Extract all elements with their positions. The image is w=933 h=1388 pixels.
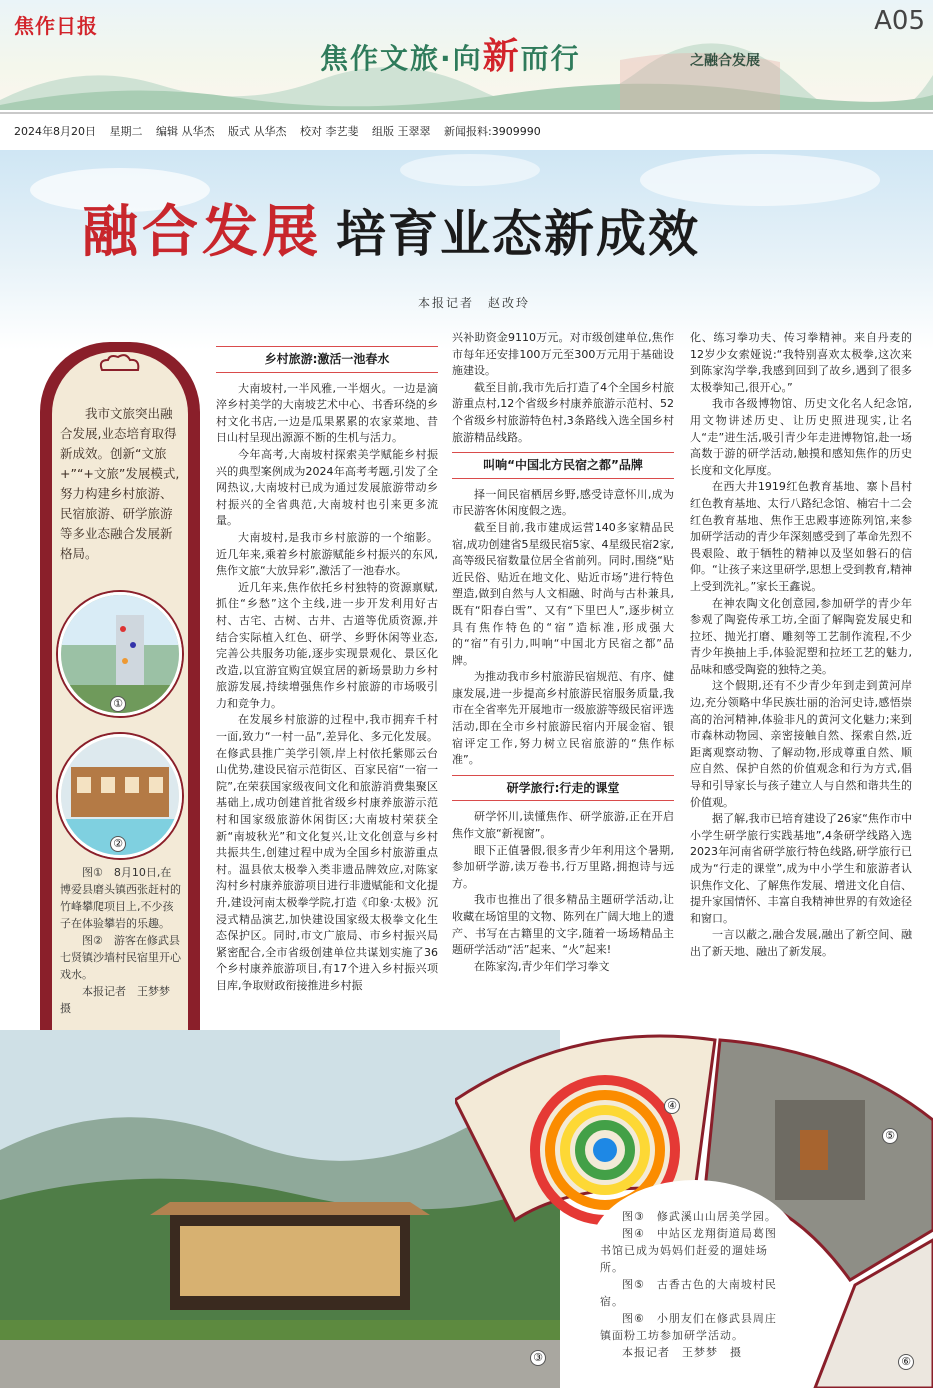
photo-2-label: ② <box>110 836 126 852</box>
byline: 本报记者 赵改玲 <box>418 296 531 310</box>
caption-1: 图① 8月10日,在博爱县磨头镇西张赶村的竹峰攀爬项目上,不少孩子在体验攀岩的乐趣。 <box>60 866 181 930</box>
photo-4-label: ④ <box>664 1098 680 1114</box>
photo-3-label: ③ <box>530 1350 546 1366</box>
editor: 编辑 从华杰 <box>156 125 215 138</box>
paragraph: 兴补助资金9110万元。对市级创建单位,焦作市每年还安排100万元至300万元用于基础设施建设。 <box>452 331 674 378</box>
caption-6: 图⑥ 小朋友们在修武县周庄镇面粉工坊参加研学活动。 <box>600 1312 777 1342</box>
headline <box>82 188 700 268</box>
paragraph: 研学怀川,读懂焦作、研学旅游,正在开启焦作文旅“新视窗”。 <box>452 810 674 841</box>
paragraph: 今年高考,大南坡村探索美学赋能乡村振兴的典型案例成为2024年高考考题,引发了全网热议,大南坡村已成为通过发展旅游带动乡村振兴的全省典范,大南坡村也引来更多流量。 <box>216 447 438 528</box>
headline-red: 融合发展 <box>82 199 322 265</box>
header-divider <box>0 112 933 114</box>
caption-2: 图② 游客在修武县七贤镇沙墙村民宿里开心戏水。 <box>60 934 181 981</box>
section-title-part-a: 焦作文旅·向 <box>320 42 483 75</box>
paragraph: 在陈家沟,青少年们学习拳文 <box>474 959 610 973</box>
paragraph: 一言以蔽之,融合发展,融出了新空间、融出了新天地、融出了新发展。 <box>690 928 912 958</box>
issue-date: 2024年8月20日 <box>14 125 96 138</box>
paragraph: 我市各级博物馆、历史文化名人纪念馆,用文物讲述历史、让历史照进现实,让名人“走”进生活,吸引青少年走进博物馆,赴一场高数于游的研学活动,触摸和感知焦作的历史长度和文化厚度。 <box>690 397 912 477</box>
paragraph: 眼下正值暑假,很多青少年利用这个暑期,参加研学游,读万卷书,行万里路,拥抱诗与远方。 <box>452 843 674 890</box>
bottom-captions <box>600 1208 788 1361</box>
article-column-2 <box>452 330 674 975</box>
paragraph: 我市也推出了很多精品主题研学活动,让收藏在场馆里的文物、陈列在广阔大地上的遗产、书写在古籍里的文字,随着一场场精品主题研学活动“活”起来、“火”起来! <box>452 893 674 957</box>
paragraph: 据了解,我市已培育建设了26家“焦作市中小学生研学旅行实践基地”,4条研学线路入选2023年河南省研学旅行特色线路,研学旅行已成为“行走的课堂”,成为中小学生和旅游者认识焦作文化、了解焦作发展、增进文化自信、提升家国情怀、丰富自我精神世界的有效途径和窗口。 <box>690 812 912 925</box>
paragraph: 近几年来,焦作依托乡村独特的资源禀赋,抓住“乡愁”这个主线,进一步开发利用好古村、古宅、古树、古井、古道等优质资源,并结合实际植入红色、研学、乡野休闲等业态,完善公共服务功能,逐步实现景观化、景区化改造,以宜游宜购宜娱宜居的新场景助力乡村旅游发展,持续增强焦作乡村旅游的市场吸引力和竞争力。 <box>216 580 438 710</box>
paragraph: 大南坡村,一半风雅,一半烟火。一边是滴淬乡村美学的大南坡艺术中心、书香环绕的乡村文化书店,一边是瓜果累累的农家菜地、昔日山村呈现出源源不断的生机与活力。 <box>216 381 438 445</box>
sidebar-intro: 我市文旅突出融合发展,业态培育取得新成效。创新“文旅+”“+文旅”发展模式,努力构建乡村旅游、民宿旅游、研学旅游等多业态融合发展新格局。 <box>60 406 180 561</box>
newspaper-brand: 焦作日报 <box>14 14 98 38</box>
page-number: A05 <box>874 6 925 36</box>
caption-credit: 本报记者 王梦梦 摄 <box>622 1346 742 1359</box>
auspicious-cloud-icon <box>96 352 144 378</box>
paragraph: 择一间民宿栖居乡野,感受诗意怀川,成为市民游客休闲度假之选。 <box>452 487 674 518</box>
caption-credit: 本报记者 王梦梦 摄 <box>60 985 181 1015</box>
headline-black: 培育业态新成效 <box>336 205 700 263</box>
caption-3: 图③ 修武溪山山居美学园。 <box>622 1210 777 1223</box>
typesetter: 组版 王翠翠 <box>372 125 431 138</box>
paragraph: 为推动我市乡村旅游民宿规范、有序、健康发展,进一步提高乡村旅游民宿服务质量,我市在全省率先开展地市一级旅游等级民宿评选活动,即在全市乡村旅游民宿内开展金宿、银宿评定工作,努力树立民宿旅游的“焦作标准”。 <box>452 670 674 767</box>
issue-meta <box>14 123 551 139</box>
section-title-highlight: 新 <box>482 36 521 77</box>
issue-weekday: 星期二 <box>109 125 143 138</box>
article-column-3 <box>690 330 912 978</box>
paragraph: 截至目前,我市建成运营140多家精品民宿,成功创建省5星级民宿5家、4星级民宿2家,高等级民宿数量位居全省前列。同时,围绕“贴近民俗、贴近在地文化、贴近市场”进行特色塑造,做到自然与人文相融、时尚与古朴兼具,既有“阳春白雪”、又有“下里巴人”,逐步树立具有焦作特色的“宿”造标准,形成强大的“宿”有引力,叫响“中国北方民宿之都”品牌。 <box>452 520 674 667</box>
photo-1-label: ① <box>110 696 126 712</box>
sidebar-captions <box>60 864 182 1017</box>
section-title-part-c: 而行 <box>520 42 581 75</box>
section-title <box>320 28 581 79</box>
subhead-study-travel: 研学旅行:行走的课堂 <box>452 775 674 802</box>
paragraph: 在发展乡村旅游的过程中,我市拥弃千村一面,致力“一村一品”,差异化、多元化发展。在修武县推广美学引领,岸上村依托紫郧云台山优势,建设民宿示范街区、百家民宿“一宿一院”,在荣获国家级夜间文化和旅游消费集聚区基础上,成功创建首批省级乡村康养旅游示范村和国家级旅游休闲街区;大南坡村荣获全新“南坡秋光”和文化复兴,让文化创意与乡村共振共生,创建过程中成为全国乡村旅游重点村。温县依太极拳入类非遗品牌效应,对陈家沟村乡村康养旅游项目进行非遗赋能和文化提升,建设河南太极拳学院,打造《印象·太极》沉浸式精品演艺,加快建设国家级太极拳文化生态保护区。同时,市文广旅局、市乡村振兴局紧密配合,全市省级创建单位共谋划实施了36个乡村康养旅游项目,有17个进入乡村振兴项目库,争取财政衔接推进乡村振 <box>216 713 438 992</box>
subhead-homestay: 叫响“中国北方民宿之都”品牌 <box>452 452 674 479</box>
section-subtitle: 之融合发展 <box>690 53 760 69</box>
paragraph: 截至目前,我市先后打造了4个全国乡村旅游重点村,12个省级乡村康养旅游示范村、52个省级乡村旅游特色村,3条路线入选全国乡村旅游精品线路。 <box>452 380 674 444</box>
proofreader: 校对 李艺斐 <box>300 125 359 138</box>
photo-5-label: ⑤ <box>882 1128 898 1144</box>
paragraph: 在神农陶文化创意园,参加研学的青少年参观了陶瓷传承工坊,全面了解陶瓷发展史和拉坯、抛光打磨、雕刻等工艺制作流程,不少青少年换抽上手,体验泥塑和拉坯工艺的魅力,品味和感受陶瓷的独特之美。 <box>690 596 912 676</box>
paragraph: 化、练习拳功夫、传习拳精神。来自丹麦的12岁少女索娅说:“我特别喜欢太极拳,这次来到陈家沟学拳,我感到回到了故乡,遇到了很多太极拳知己,很开心。” <box>690 331 912 394</box>
layout-designer: 版式 从华杰 <box>228 125 287 138</box>
caption-4: 图④ 中站区龙翔街道局葛图书馆已成为妈妈们赶爱的遛娃场所。 <box>600 1227 777 1274</box>
subhead-rural-tourism: 乡村旅游:激活一池春水 <box>216 346 438 373</box>
news-hotline: 新闻报料:3909990 <box>444 125 541 138</box>
article-column-1 <box>216 340 438 1040</box>
caption-5: 图⑤ 古香古色的大南坡村民宿。 <box>600 1278 777 1308</box>
paragraph: 在西大井1919红色教育基地、寨卜昌村红色教育基地、太行八路纪念馆、楠宕十二会红色教育基地、焦作王忠殿事迹陈列馆,来参加研学活动的青少年深刻感受到了革命先烈不畏艰险、敢于牺牲的精神以及坚如磐石的信仰。“让孩子来这里研学,思想上受到教育,精神上受到洗礼。”家长王鑫说。 <box>690 480 912 593</box>
paragraph: 这个假期,还有不少青少年到走到黄河岸边,充分领略中华民族壮丽的治河史诗,感悟崇高的治河精神,体验非凡的黄河文化魅力;来到市森林动物园、亲密接触自然、探索自然,近距离观察动物、了解动物,形成尊重自然、顺应自然、保护自然的价值观念和行为方式,倡导和引导家长与孩子建立人与自然和谐共生的价值观。 <box>690 679 912 809</box>
paragraph: 大南坡村,是我市乡村旅游的一个缩影。近几年来,乘着乡村旅游赋能乡村振兴的东风,焦作文旅“大放异彩”,激活了一池春水。 <box>216 530 438 578</box>
photo-6-label: ⑥ <box>898 1354 914 1370</box>
